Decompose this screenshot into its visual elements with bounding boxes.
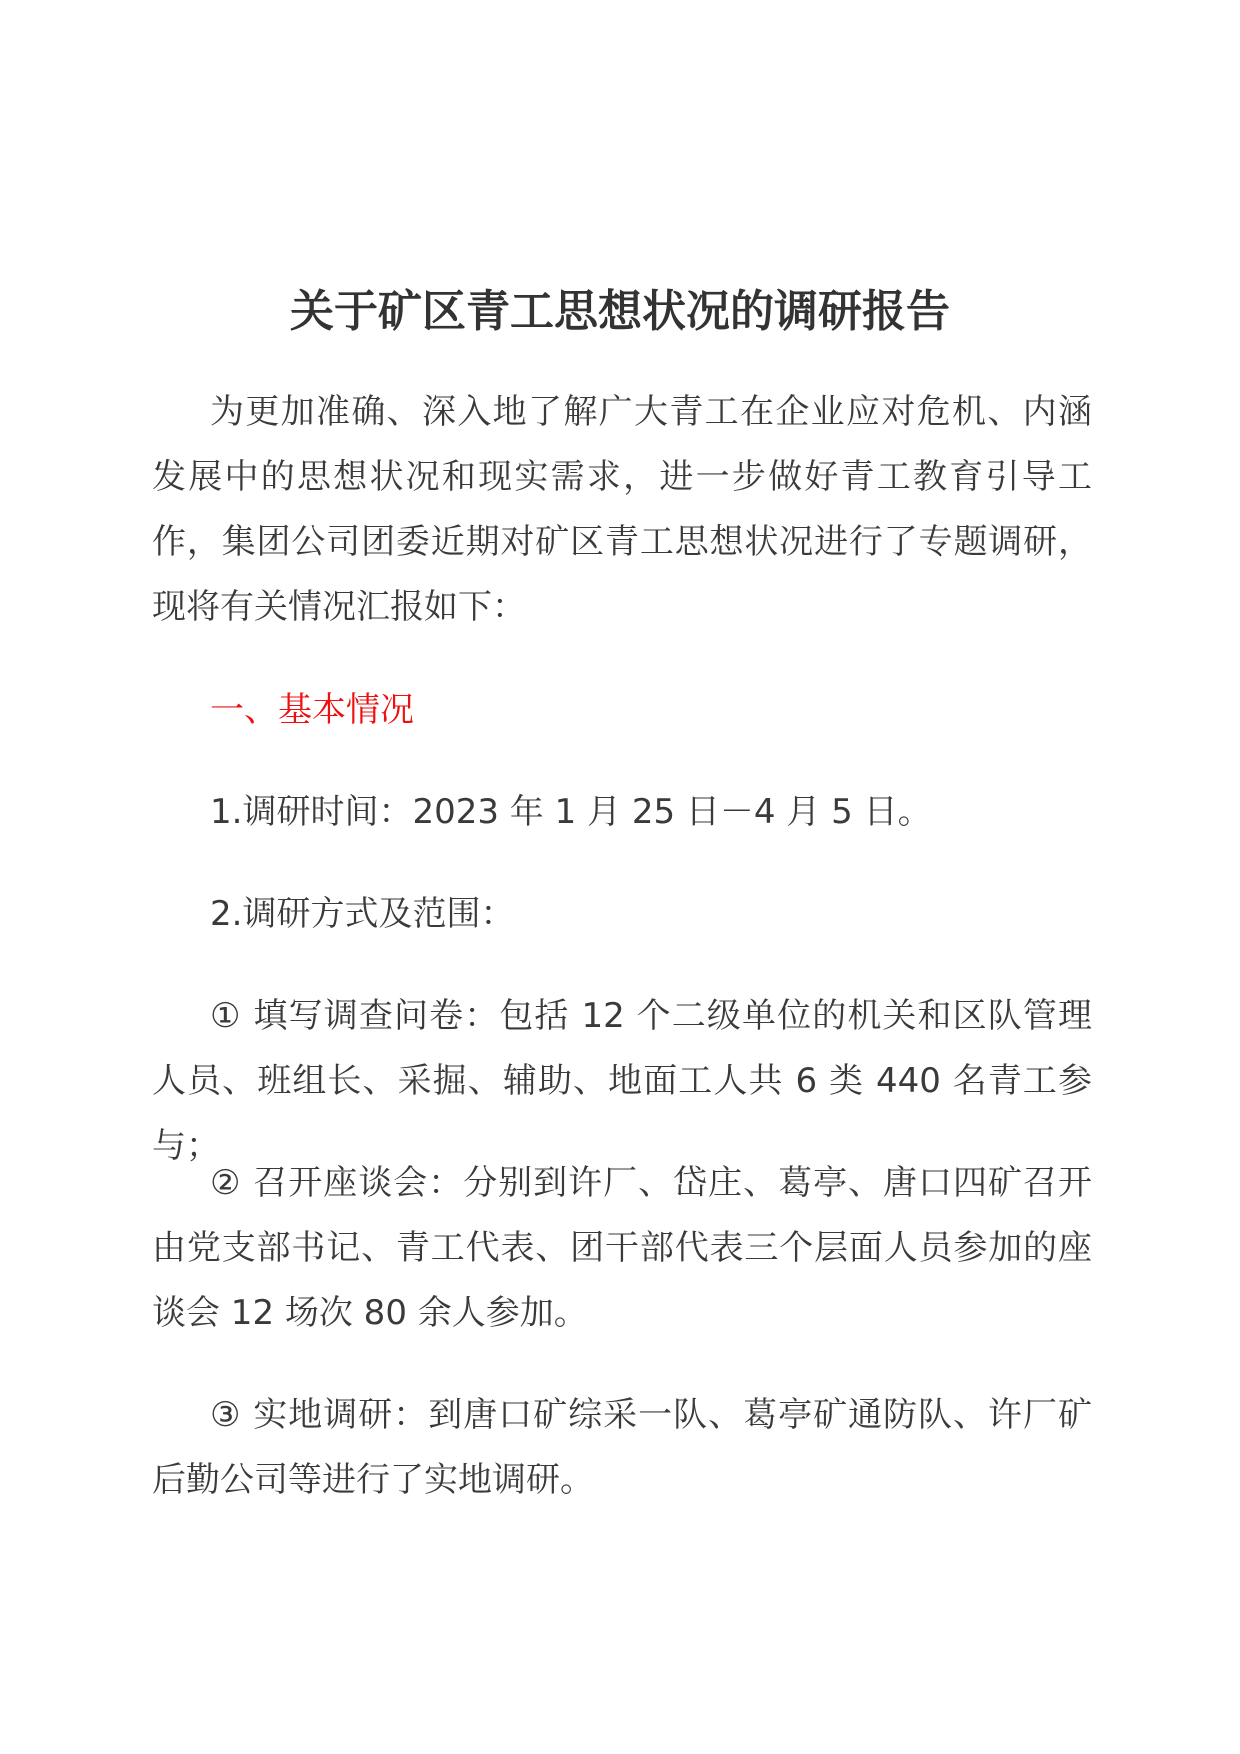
survey-time-paragraph: 1.调研时间：2023 年 1 月 25 日－4 月 5 日。 bbox=[210, 792, 932, 832]
section-heading-basic: 一、基本情况 bbox=[210, 690, 414, 730]
questionnaire-paragraph: ① 填写调查问卷：包括 12 个二级单位的机关和区队管理人员、班组长、采掘、辅助、地面工人共 6 类 440 名青工参与； bbox=[152, 996, 1092, 1166]
field-research-paragraph: ③ 实地调研：到唐口矿综采一队、葛亭矿通防队、许厂矿后勤公司等进行了实地调研。 bbox=[152, 1395, 1092, 1500]
page-title: 关于矿区青工思想状况的调研报告 bbox=[290, 286, 950, 337]
intro-paragraph: 为更加准确、深入地了解广大青工在企业应对危机、内涵发展中的思想状况和现实需求，进一步做好青工教育引导工作，集团公司团委近期对矿区青工思想状况进行了专题调研，现将有关情况汇报如下： bbox=[152, 392, 1092, 627]
survey-method-paragraph: 2.调研方式及范围： bbox=[210, 894, 515, 934]
forum-paragraph: ② 召开座谈会：分别到许厂、岱庄、葛亭、唐口四矿召开由党支部书记、青工代表、团干部代表三个层面人员参加的座谈会 12 场次 80 余人参加。 bbox=[152, 1163, 1092, 1333]
